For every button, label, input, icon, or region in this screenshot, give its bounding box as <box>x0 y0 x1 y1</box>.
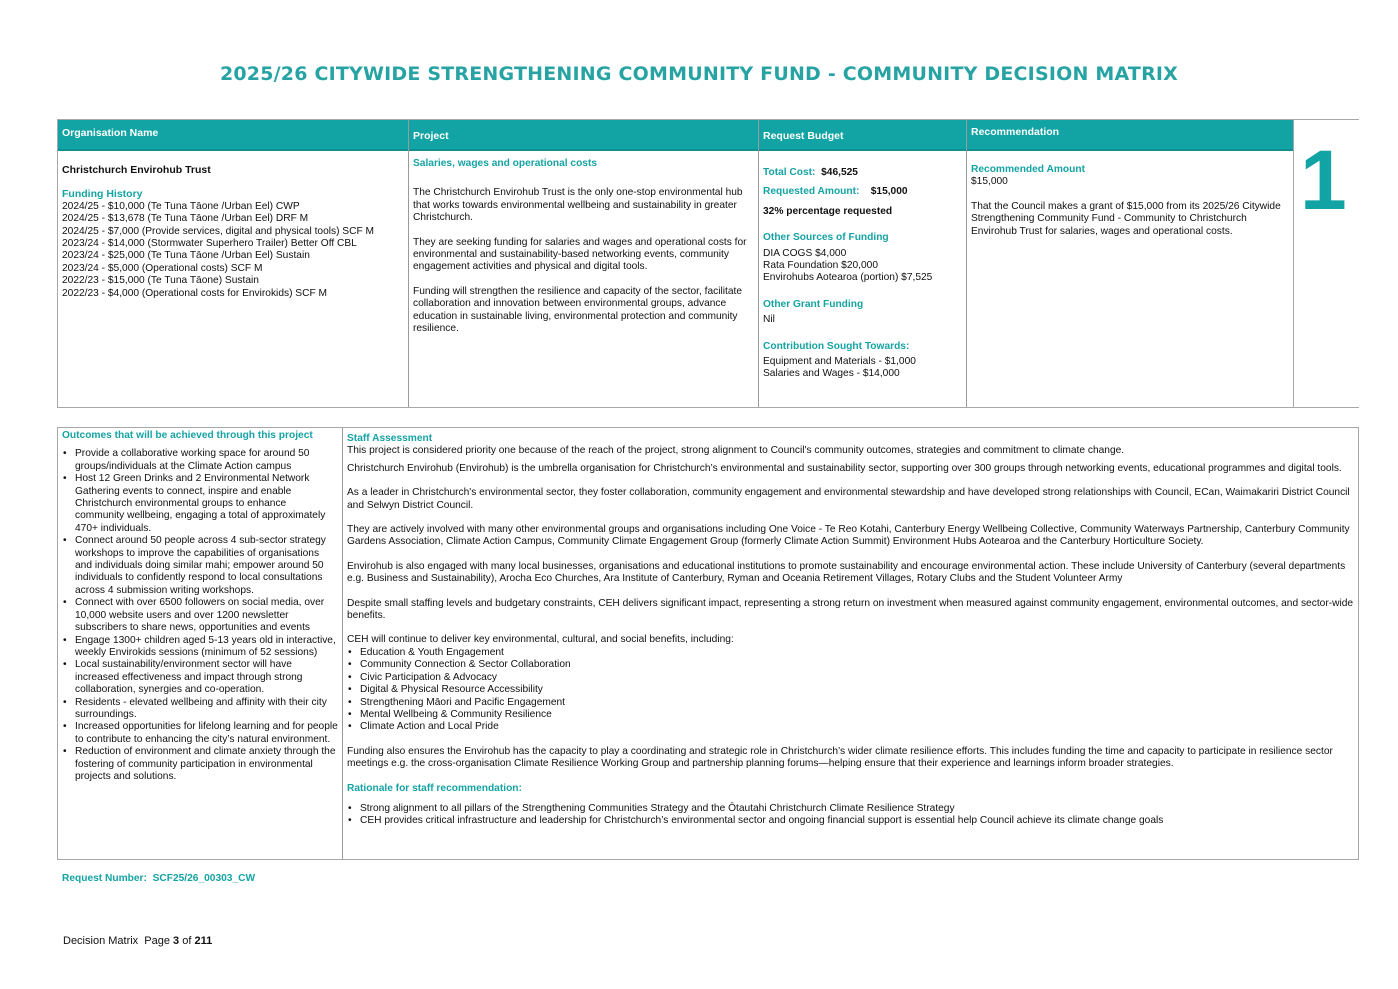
funding-history-item: 2024/25 - $13,678 (Te Tuna Tāone /Urban Eel) DRF M <box>62 213 309 225</box>
total-cost-value: $46,525 <box>821 167 858 178</box>
contribution-item: Salaries and Wages - $14,000 <box>763 368 900 380</box>
request-number <box>62 873 255 885</box>
page-footer <box>63 935 212 947</box>
decision-summary-table <box>57 119 1359 408</box>
funding-history-list <box>62 201 404 300</box>
funding-history-item: 2023/24 - $5,000 (Operational costs) SCF M <box>62 262 263 274</box>
contribution-list <box>763 356 962 381</box>
rationale-list <box>347 803 1354 828</box>
outcomes-label: Outcomes that will be achieved through this project <box>62 430 313 441</box>
requested-amount-value: $15,000 <box>870 186 908 198</box>
requested-amount-label: Requested Amount: <box>763 186 860 198</box>
benefit-item: • Climate Action and Local Pride <box>347 721 1354 733</box>
budget-cell <box>759 151 966 407</box>
rationale-item: • CEH provides critical infrastructure and leadership for Christchurch’s environmental sector and ongoing financial support is essential help Council achieve its climate change goals <box>347 815 1354 827</box>
funding-history-item: 2024/25 - $7,000 (Provide services, digital and physical tools) SCF M <box>62 225 375 237</box>
staff-paragraph: They are actively involved with many other environmental groups and organisations including One Voice - Te Reo Kotahi, Canterbury Energy Wellbeing Collective, Community Waterways Partnership, Canterbury Community Gardens Association, Climate Action Campus, Community Climate Engagement Group (formerly Climate Action Summit) Environment Hubs Aotearoa and the Canterbury Horticulture Society. <box>347 524 1350 548</box>
contribution-label: Contribution Sought Towards: <box>763 340 910 352</box>
contribution-item: Equipment and Materials - $1,000 <box>763 356 916 368</box>
benefit-item: • Community Connection & Sector Collaboration <box>347 659 1354 671</box>
assessment-table <box>57 427 1359 860</box>
benefit-item: • Mental Wellbeing & Community Resilience <box>347 709 1354 721</box>
total-cost-label: Total Cost: <box>763 167 816 178</box>
staff-assessment-label: Staff Assessment <box>347 433 433 444</box>
funding-history-item: 2022/23 - $15,000 (Te Tuna Tāone) Sustain <box>62 275 259 287</box>
recommendation-text: That the Council makes a grant of $15,000 from its 2025/26 Citywide Strengthening Community Fund - Community to Christchurch Envirohub Trust for salaries, wages and operational costs. <box>971 200 1281 237</box>
outcome-item: • Reduction of environment and climate anxiety through the fostering of community participation in environmental projects and solutions. <box>62 746 338 783</box>
recommended-amount-label: Recommended Amount <box>971 164 1085 175</box>
funding-history-item: 2023/24 - $25,000 (Te Tuna Tāone /Urban Eel) Sustain <box>62 250 310 262</box>
outcome-item: • Increased opportunities for lifelong learning and for people to contribute to enhancing the city’s natural environment. <box>62 721 338 746</box>
rationale-label: Rationale for staff recommendation: <box>347 782 522 794</box>
benefits-intro: CEH will continue to deliver key environmental, cultural, and social benefits, including: <box>347 634 734 646</box>
funding-note: Funding also ensures the Envirohub has the capacity to play a coordinating and strategic role in Christchurch’s wider climate resilience efforts. This includes funding the time and capacity to participate in resilience sector meetings e.g. the cross-organisation Climate Resilience Working Group and partnership planning forums—helping ensure that their experience and learnings inform broader strategies. <box>347 745 1333 770</box>
header-recommendation: Recommendation <box>967 120 1293 151</box>
other-source-item: Envirohubs Aotearoa (portion) $7,525 <box>763 272 933 284</box>
footer-of: of <box>179 935 195 947</box>
benefits-list <box>347 647 1354 734</box>
priority-number: 1 <box>1300 133 1347 227</box>
outcome-item: • Residents - elevated wellbeing and affinity with their city surroundings. <box>62 697 338 722</box>
benefit-item: • Education & Youth Engagement <box>347 647 1354 659</box>
project-title: Salaries, wages and operational costs <box>413 158 598 169</box>
header-project: Project <box>409 120 759 151</box>
footer-prefix: Decision Matrix Page <box>63 935 174 947</box>
staff-paragraph: Christchurch Envirohub (Envirohub) is the umbrella organisation for Christchurch’s environmental and sustainability sector, supporting over 300 groups through networking events, educational programmes and digital tools. <box>347 462 1342 474</box>
priority-number-cell <box>1293 120 1359 407</box>
request-number-label: Request Number: <box>62 873 147 884</box>
organisation-cell <box>58 151 408 407</box>
header-budget: Request Budget <box>759 120 967 151</box>
funding-history-item: 2022/23 - $4,000 (Operational costs for Envirokids) SCF M <box>62 287 327 299</box>
footer-page-number: 3 <box>173 935 180 947</box>
outcome-item: • Connect around 50 people across 4 sub-sector strategy workshops to improve the capabilities of organisations and individuals doing similar mahi; empower around 50 individuals to confidently respond to local consultations across 4 submission writing workshops. <box>62 535 338 597</box>
percentage-requested: 32% percentage requested <box>763 205 893 217</box>
funding-history-label: Funding History <box>62 188 143 201</box>
other-grant-value: Nil <box>763 314 775 326</box>
staff-paragraph: Despite small staffing levels and budgetary constraints, CEH delivers significant impact, representing a strong return on investment when measured against community engagement, environmental outcomes, and sector-wide benefits. <box>347 597 1354 622</box>
benefit-item: • Civic Participation & Advocacy <box>347 672 1354 684</box>
staff-assessment-intro: This project is considered priority one because of the reach of the project, strong alignment to Council's community outcomes, strategies and commitment to climate change. <box>347 445 1125 457</box>
project-paragraph: The Christchurch Envirohub Trust is the only one-stop environmental hub that works towards environmental wellbeing and sustainability in greater Christchurch. <box>413 187 743 224</box>
other-grant-label: Other Grant Funding <box>763 298 864 310</box>
other-source-item: DIA COGS $4,000 <box>763 247 847 259</box>
staff-assessment-cell <box>343 428 1358 859</box>
footer-total-pages: 211 <box>194 935 213 947</box>
outcome-item: • Provide a collaborative working space for around 50 groups/individuals at the Climate Action campus <box>62 448 338 473</box>
other-source-item: Rata Foundation $20,000 <box>763 260 878 272</box>
project-cell <box>409 151 758 407</box>
recommended-amount-value: $15,000 <box>971 176 1008 188</box>
rationale-item: • Strong alignment to all pillars of the Strengthening Communities Strategy and the Ōtautahi Christchurch Climate Resilience Strategy <box>347 803 1354 815</box>
project-paragraph: Funding will strengthen the resilience and capacity of the sector, facilitate collaboration and innovation between environmental groups, advance education in sustainable living, environmental protection and community resilience. <box>413 285 743 335</box>
outcome-item: • Connect with over 6500 followers on social media, over 10,000 website users and over 1200 newsletter subscribers to share news, opportunities and events <box>62 597 338 634</box>
benefit-item: • Digital & Physical Resource Accessibility <box>347 684 1354 696</box>
outcome-item: • Engage 1300+ children aged 5-13 years old in interactive, weekly Envirokids sessions (minimum of 52 sessions) <box>62 635 338 660</box>
benefit-item: • Strengthening Māori and Pacific Engagement <box>347 697 1354 709</box>
request-number-value: SCF25/26_00303_CW <box>152 873 256 884</box>
outcomes-list <box>62 448 338 783</box>
organisation-name: Christchurch Envirohub Trust <box>62 164 211 176</box>
header-organisation: Organisation Name <box>58 120 409 151</box>
outcome-item: • Host 12 Green Drinks and 2 Environmental Network Gathering events to connect, inspire and enable Christchurch environmental groups to enhance community wellbeing, engaging a total of approximately 470+ individuals. <box>62 473 338 535</box>
project-paragraph: They are seeking funding for salaries and wages and operational costs for environmental and sustainability-based networking events, community engagement activities and physical and digital tools. <box>413 236 747 273</box>
staff-paragraph: Envirohub is also engaged with many local businesses, organisations and educational institutions to promote sustainability and encourage environmental action. These include University of Canterbury (several departments e.g. Business and Sustainability), Arocha Eco Churches, Ara Institute of Canterbury, Ryman and Oceania Retirement Villages, Rotary Clubs and the Student Volunteer Army <box>347 560 1346 585</box>
page-title: 2025/26 CITYWIDE STRENGTHENING COMMUNITY FUND - COMMUNITY DECISION MATRIX <box>219 63 1179 85</box>
funding-history-item: 2024/25 - $10,000 (Te Tuna Tāone /Urban Eel) CWP <box>62 200 300 212</box>
other-sources-list <box>763 248 962 285</box>
funding-history-item: 2023/24 - $14,000 (Stormwater Superhero Trailer) Better Off CBL <box>62 238 357 250</box>
staff-paragraph: As a leader in Christchurch's environmental sector, they foster collaboration, community engagement and environmental stewardship and have developed strong relationships with Council, ECan, Waimakariri District Council and Selwyn District Council. <box>347 487 1350 511</box>
other-sources-label: Other Sources of Funding <box>763 232 889 244</box>
outcome-item: • Local sustainability/environment sector will have increased effectiveness and impact through strong collaboration, synergies and co-operation. <box>62 659 338 696</box>
recommendation-cell <box>967 151 1293 407</box>
outcomes-cell <box>58 428 343 859</box>
